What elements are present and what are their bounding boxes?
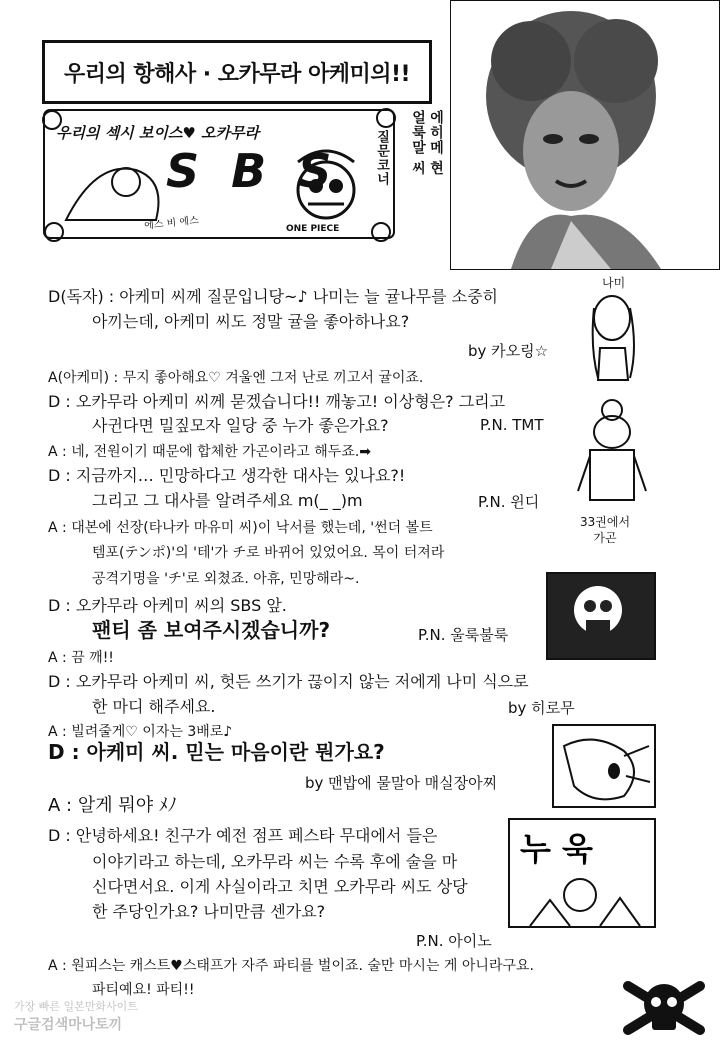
sbs-banner-line1: 우리의 섹시 보이스♥ 오카무라 bbox=[56, 124, 259, 142]
skull-crossbones-icon bbox=[622, 978, 706, 1038]
sbs-logo-text: S B S bbox=[166, 144, 340, 198]
photo-art bbox=[451, 1, 719, 269]
a7-line2: 파티예요! 파티!! bbox=[92, 982, 195, 998]
q5-signature: by 히로무 bbox=[508, 699, 575, 717]
a5-line1: A : 빌려줄게♡ 이자는 3배로♪ bbox=[48, 724, 233, 740]
party-panel bbox=[508, 818, 656, 928]
q7-signature: P.N. 아이노 bbox=[416, 932, 492, 950]
gakon-sketch bbox=[572, 396, 652, 511]
sbs-tag: 에스 비 에스 bbox=[143, 215, 200, 232]
a3-line1: A : 대본에 선장(타나카 마유미 씨)이 낙서를 했는데, '썬더 볼트 bbox=[48, 520, 433, 536]
q2-line2: 사귄다면 밀짚모자 일당 중 누가 좋은가요? bbox=[92, 416, 389, 435]
q4-line2: 팬티 좀 보여주시겠습니까? bbox=[92, 618, 331, 642]
a1-line1: A(아케미) : 무지 좋아해요♡ 겨울엔 그저 난로 끼고서 귤이죠. bbox=[48, 370, 424, 386]
a7-line1: A : 원피스는 캐스트♥스태프가 자주 파티를 벌이죠. 술만 마시는 게 아니라구요. bbox=[48, 958, 534, 974]
q3-line1: D : 지금까지… 민망하다고 생각한 대사는 있나요?! bbox=[48, 466, 406, 485]
q6-line1: D : 아케미 씨. 믿는 마음이란 뭔가요? bbox=[48, 740, 385, 764]
q3-signature: P.N. 윈디 bbox=[478, 493, 540, 511]
one-piece-logo: ONE PIECE bbox=[286, 224, 340, 234]
q7-line4: 한 주당인가요? 나미만큼 센가요? bbox=[92, 902, 326, 921]
page-title-box bbox=[42, 40, 432, 104]
q5-line2: 한 마디 해주세요. bbox=[92, 697, 216, 716]
q4-signature: P.N. 울룩불룩 bbox=[418, 626, 509, 644]
a3-line2: 템포(テンポ)'의 '테'가 チ로 바뀌어 있었어요. 목이 터져라 bbox=[92, 545, 445, 561]
photo-caption-name: 얼룩말 씨 bbox=[410, 110, 426, 176]
q6-signature: by 맨밥에 물말아 매실장아찌 bbox=[305, 774, 498, 792]
q2-signature: P.N. TMT bbox=[480, 416, 544, 434]
nami-panel bbox=[552, 724, 656, 808]
a3-line3: 공격기명을 'チ'로 외쳤죠. 아휴, 민망해라~. bbox=[92, 571, 360, 587]
svg-text:누 욱: 누 욱 bbox=[520, 830, 593, 868]
brook-panel bbox=[546, 572, 656, 660]
party-panel-art bbox=[510, 820, 654, 926]
q1-line2: 아끼는데, 아케미 씨도 정말 귤을 좋아하나요? bbox=[92, 312, 410, 331]
nami-caption: 나미 bbox=[602, 276, 626, 290]
q3-line2: 그리고 그 대사를 알려주세요 m(_ _)m bbox=[92, 491, 363, 510]
a2-line1: A : 네, 전원이기 때문에 합체한 가곤이라고 해두죠.➡ bbox=[48, 444, 372, 460]
q7-line2: 이야기라고 하는데, 오카무라 씨는 수록 후에 술을 마 bbox=[92, 852, 458, 871]
q7-line1: D : 안녕하세요! 친구가 예전 점프 페스타 무대에서 들은 bbox=[48, 826, 438, 845]
q5-line1: D : 오카무라 아케미 씨, 헛든 쓰기가 끊이지 않는 저에게 나미 식으로 bbox=[48, 672, 529, 691]
sbs-corner-label: 질문코너 bbox=[374, 130, 389, 186]
q4-line1: D : 오카무라 아케미 씨의 SBS 앞. bbox=[48, 596, 287, 615]
gakon-caption: 33권에서 가곤 bbox=[580, 515, 631, 545]
photo-caption-prefecture: 에히메 현 bbox=[428, 110, 444, 176]
brook-art bbox=[548, 574, 654, 658]
nami-sketch bbox=[580, 288, 650, 383]
voice-actress-photo bbox=[450, 0, 720, 270]
sbs-banner bbox=[36, 100, 406, 250]
watermark-line1: 가장 빠른 일본만화사이트 bbox=[14, 1000, 138, 1013]
a4-line1: A : 끔 깨!! bbox=[48, 650, 114, 666]
page-title: 우리의 항해사 · 오카무라 아케미의!! bbox=[63, 61, 411, 87]
q1-line1: D(독자) : 아케미 씨께 질문입니당~♪ 나미는 늘 귤나무를 소중히 bbox=[48, 287, 498, 306]
nami-panel-art bbox=[554, 726, 654, 806]
a6-line1: A : 알게 뭐야 ﾒﾉ bbox=[48, 795, 177, 816]
q2-line1: D : 오카무라 아케미 씨께 묻겠습니다!! 깨놓고! 이상형은? 그리고 bbox=[48, 392, 506, 411]
q1-signature: by 카오링☆ bbox=[468, 342, 549, 360]
watermark-line2: 구글검색마나토끼 bbox=[14, 1017, 123, 1033]
q7-line3: 신다면서요. 이게 사실이라고 치면 오카무라 씨도 상당 bbox=[92, 877, 468, 896]
